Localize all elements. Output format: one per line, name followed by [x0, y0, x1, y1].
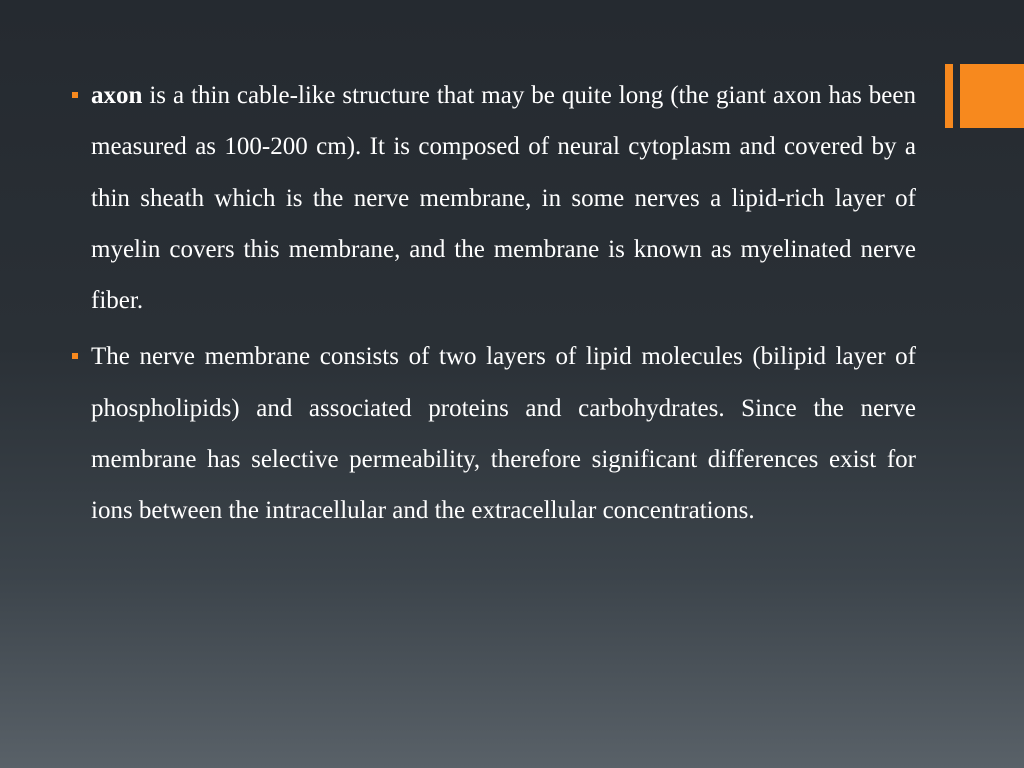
accent-bar-thick — [960, 64, 1024, 128]
square-bullet-icon — [72, 353, 78, 359]
slide-content — [70, 70, 916, 542]
bullet-text: is a thin cable-like structure that may be quite long (the giant axon has been measured as 100-200 cm). It is composed of neural cytoplasm and covered by a thin sheath which is the nerve membrane, in some nerves a lipid-rich layer of myelin covers this membrane, and the membrane is known as myelinated nerve fiber. — [91, 82, 916, 315]
bullet-text: The nerve membrane consists of two layers of lipid molecules (bilipid layer of phospholipids) and associated proteins and carbohydrates. Since the nerve membrane has selective permeability, therefore significant differences exist for ions between the intracellular and the extracellular concentrations. — [91, 343, 916, 525]
bullet-item-axon — [70, 70, 916, 326]
square-bullet-icon — [72, 92, 78, 98]
bullet-term: axon — [91, 82, 143, 109]
bullet-item-nerve-membrane — [70, 331, 916, 536]
accent-bar-thin — [945, 64, 953, 128]
